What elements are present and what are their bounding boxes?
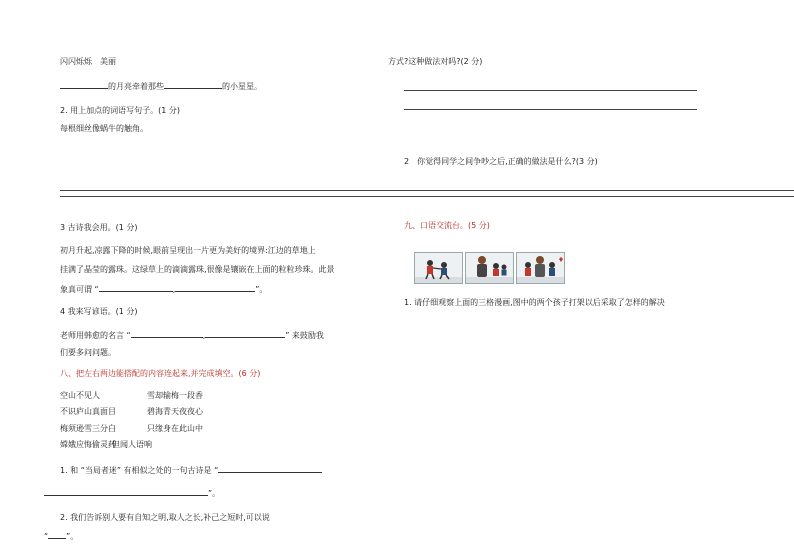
match-q1-blank-1[interactable] bbox=[218, 464, 322, 473]
kids-reconcile-icon bbox=[517, 253, 564, 283]
answer-line-2[interactable] bbox=[404, 109, 697, 110]
poem-blank-1[interactable] bbox=[99, 283, 173, 292]
match-q1-blank-2[interactable] bbox=[44, 487, 208, 496]
poem-blank-2[interactable] bbox=[175, 283, 255, 292]
question-2-sentence: 每根细丝像蜗牛的触角。 bbox=[60, 124, 148, 133]
question-prompt: 方式?这种做法对吗?(2 分) bbox=[388, 57, 483, 66]
match-right-3[interactable]: 只缘身在此山中 bbox=[147, 424, 203, 433]
proverb-blank-1[interactable] bbox=[131, 329, 203, 338]
fill-sentence: 的月亮牵着那些 的小星星。 bbox=[60, 80, 262, 92]
comic-panel-1 bbox=[414, 252, 463, 284]
question-4-title: 4 我来写谚语。(1 分) bbox=[60, 307, 138, 316]
answer-line-1[interactable] bbox=[404, 90, 697, 91]
adult-and-kids-icon bbox=[466, 253, 513, 283]
match-question-1: 1. 和 “当局者迷” 有相似之处的一句古诗是 “ bbox=[60, 464, 322, 476]
match-q2-blank[interactable] bbox=[48, 530, 66, 539]
question-3-title: 3 古诗我会用。(1 分) bbox=[60, 223, 138, 232]
question-9-1: 1. 请仔细观察上面的三格漫画,图中的两个孩子打架以后采取了怎样的解决 bbox=[404, 298, 665, 307]
word-choices: 闪闪烁烁 美丽 bbox=[60, 57, 116, 66]
proverb-blank-2[interactable] bbox=[205, 329, 285, 338]
section-divider-bottom bbox=[60, 196, 794, 197]
match-question-1-cont: ”。 bbox=[44, 487, 220, 499]
fill-blank-2[interactable] bbox=[164, 80, 222, 89]
comic-panel-3 bbox=[516, 252, 565, 284]
match-right-4[interactable]: 但闻人语响 bbox=[112, 440, 152, 449]
match-right-1[interactable]: 雪却输梅一段香 bbox=[147, 391, 203, 400]
question-4-line-2: 们要多问问题。 bbox=[60, 348, 116, 357]
match-left-1[interactable]: 空山不见人 bbox=[60, 391, 100, 400]
question-2-right: 2 你觉得同学之间争吵之后,正确的做法是什么?(3 分) bbox=[404, 157, 598, 166]
question-3-line-3: 象真可谓 “ , ”。 bbox=[60, 285, 268, 294]
match-right-2[interactable]: 碧海青天夜夜心 bbox=[147, 407, 203, 416]
match-question-2: 2. 我们告诉别人要有自知之明,取人之长,补己之短时,可以说 bbox=[60, 513, 270, 522]
match-left-3[interactable]: 梅须逊雪三分白 bbox=[60, 424, 116, 433]
question-3-line-1: 初月升起,凉露下降的时候,眼前呈现出一片更为美好的境界:江边的草地上 bbox=[60, 246, 316, 255]
match-left-2[interactable]: 不识庐山真面目 bbox=[60, 407, 116, 416]
section-9-title: 九、口语交流台。(5 分) bbox=[404, 221, 490, 230]
question-3-line-2: 挂满了晶莹的露珠。这绿草上的滴滴露珠,很像是镶嵌在上面的粒粒珍珠。此景 bbox=[60, 265, 335, 274]
fighting-kids-icon bbox=[415, 253, 462, 283]
fill-blank-1[interactable] bbox=[60, 80, 108, 89]
comic-panel-2 bbox=[465, 252, 514, 284]
section-divider-top bbox=[60, 190, 794, 191]
question-4-line-1: 老师用韩愈的名言 “ , ” 来鼓励我 bbox=[60, 331, 324, 340]
match-left-4[interactable]: 嫦娥应悔偷灵药 bbox=[60, 440, 116, 449]
question-2-title: 2. 用上加点的词语写句子。(1 分) bbox=[60, 106, 181, 115]
section-8-title: 八、把左右两边能搭配的内容连起来,并完成填空。(6 分) bbox=[60, 369, 261, 378]
match-question-2-cont: “ ”。 bbox=[44, 532, 79, 541]
